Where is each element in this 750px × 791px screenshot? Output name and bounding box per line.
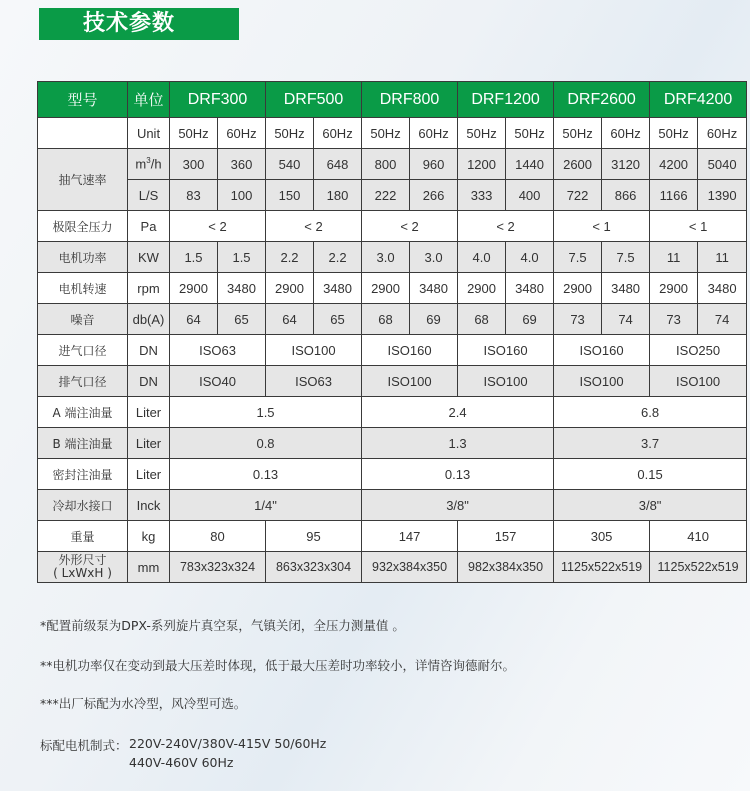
value-cell: 147: [362, 521, 458, 552]
value-cell: 3120: [602, 149, 650, 180]
value-cell: 540: [266, 149, 314, 180]
value-cell: 2900: [362, 273, 410, 304]
table-row-weight: [38, 521, 747, 552]
value-cell: 2.2: [314, 242, 362, 273]
unit-cell: [128, 149, 170, 180]
note-3: ***出厂标配为水冷型，风冷型可选。: [40, 696, 247, 711]
value-cell: 1390: [698, 180, 747, 211]
value-cell: 3480: [602, 273, 650, 304]
value-cell: 3480: [698, 273, 747, 304]
value-cell: 222: [362, 180, 410, 211]
table-row-motor-power: [38, 242, 747, 273]
value-cell: 11: [698, 242, 747, 273]
value-cell: 3/8": [554, 490, 747, 521]
row-label: 进气口径: [38, 335, 128, 366]
table-row-outlet: [38, 366, 747, 397]
section-title: 技术参数: [39, 8, 239, 40]
value-cell: 1125x522x519: [650, 552, 747, 583]
table-row-inlet: [38, 335, 747, 366]
value-cell: ISO100: [554, 366, 650, 397]
value-cell: 100: [218, 180, 266, 211]
value-cell: ISO100: [362, 366, 458, 397]
value-cell: 2900: [554, 273, 602, 304]
header-model: DRF800: [362, 82, 458, 118]
value-cell: 80: [170, 521, 266, 552]
unit-cell: kg: [128, 521, 170, 552]
row-label: B 端注油量: [38, 428, 128, 459]
value-cell: < 2: [458, 211, 554, 242]
value-cell: 4.0: [458, 242, 506, 273]
header-model: DRF1200: [458, 82, 554, 118]
freq-cell: 50Hz: [554, 118, 602, 149]
value-cell: 69: [410, 304, 458, 335]
value-cell: 3/8": [362, 490, 554, 521]
value-cell: 150: [266, 180, 314, 211]
value-cell: 3.7: [554, 428, 747, 459]
freq-cell: 50Hz: [650, 118, 698, 149]
value-cell: 7.5: [554, 242, 602, 273]
value-cell: ISO250: [650, 335, 747, 366]
value-cell: 73: [554, 304, 602, 335]
unit-text: /h: [150, 156, 162, 172]
unit-cell: Liter: [128, 397, 170, 428]
value-cell: 68: [362, 304, 410, 335]
unit-cell: DN: [128, 335, 170, 366]
header-model: DRF2600: [554, 82, 650, 118]
header-type: 型号: [38, 82, 128, 118]
value-cell: 783x323x324: [170, 552, 266, 583]
value-cell: 3480: [314, 273, 362, 304]
spec-table: [37, 81, 747, 583]
value-cell: 2900: [170, 273, 218, 304]
unit-cell: KW: [128, 242, 170, 273]
row-label-line: ( LxWxH ): [53, 566, 112, 580]
value-cell: 95: [266, 521, 362, 552]
value-cell: 648: [314, 149, 362, 180]
header-model: DRF300: [170, 82, 266, 118]
value-cell: < 2: [170, 211, 266, 242]
value-cell: 0.15: [554, 459, 747, 490]
note-2: **电机功率仅在变动到最大压差时体现，低于最大压差时功率较小，详情咨询德耐尔。: [40, 658, 516, 673]
table-row-cooling: [38, 490, 747, 521]
value-cell: ISO160: [554, 335, 650, 366]
value-cell: 333: [458, 180, 506, 211]
value-cell: ISO160: [362, 335, 458, 366]
freq-cell: 50Hz: [362, 118, 410, 149]
unit-cell: db(A): [128, 304, 170, 335]
freq-cell: 60Hz: [314, 118, 362, 149]
value-cell: < 1: [554, 211, 650, 242]
freq-cell: 50Hz: [170, 118, 218, 149]
header-unit: 单位: [128, 82, 170, 118]
header-model: DRF500: [266, 82, 362, 118]
value-cell: < 2: [266, 211, 362, 242]
unit-cell: L/S: [128, 180, 170, 211]
unit-cell: Unit: [128, 118, 170, 149]
row-label: 抽气速率: [38, 149, 128, 211]
row-label: 极限全压力: [38, 211, 128, 242]
value-cell: 400: [506, 180, 554, 211]
value-cell: 7.5: [602, 242, 650, 273]
value-cell: 0.8: [170, 428, 362, 459]
value-cell: 1.5: [170, 397, 362, 428]
value-cell: 266: [410, 180, 458, 211]
unit-superscript: 3: [146, 156, 151, 166]
value-cell: 800: [362, 149, 410, 180]
table-row-oil-a: [38, 397, 747, 428]
table-row-dimensions: [38, 552, 747, 583]
row-label: [38, 552, 128, 583]
value-cell: 73: [650, 304, 698, 335]
row-label: 密封注油量: [38, 459, 128, 490]
value-cell: ISO100: [650, 366, 747, 397]
row-label: 噪音: [38, 304, 128, 335]
table-row-oil-seal: [38, 459, 747, 490]
value-cell: 64: [170, 304, 218, 335]
value-cell: 1.5: [218, 242, 266, 273]
row-label: 重量: [38, 521, 128, 552]
row-label: 冷却水接口: [38, 490, 128, 521]
value-cell: 65: [218, 304, 266, 335]
value-cell: 1166: [650, 180, 698, 211]
freq-cell: 60Hz: [218, 118, 266, 149]
value-cell: ISO160: [458, 335, 554, 366]
value-cell: 0.13: [170, 459, 362, 490]
unit-text: m: [135, 156, 147, 172]
value-cell: 69: [506, 304, 554, 335]
value-cell: 866: [602, 180, 650, 211]
value-cell: 74: [602, 304, 650, 335]
table-row-oil-b: [38, 428, 747, 459]
value-cell: 3.0: [362, 242, 410, 273]
motor-spec-label: 标配电机制式：: [40, 738, 128, 753]
value-cell: 1.3: [362, 428, 554, 459]
header-model: DRF4200: [650, 82, 747, 118]
table-row-pumping-speed-m3h: [38, 149, 747, 180]
unit-cell: Inck: [128, 490, 170, 521]
freq-cell: 50Hz: [458, 118, 506, 149]
table-row-noise: [38, 304, 747, 335]
value-cell: 960: [410, 149, 458, 180]
value-cell: ISO100: [266, 335, 362, 366]
row-label: 电机功率: [38, 242, 128, 273]
freq-cell: 60Hz: [698, 118, 747, 149]
note-1: *配置前级泵为DPX-系列旋片真空泵，气镇关闭，全压力测量值 。: [40, 618, 405, 633]
value-cell: 83: [170, 180, 218, 211]
value-cell: 157: [458, 521, 554, 552]
value-cell: 305: [554, 521, 650, 552]
value-cell: 300: [170, 149, 218, 180]
row-label: 排气口径: [38, 366, 128, 397]
value-cell: 180: [314, 180, 362, 211]
freq-cell: 60Hz: [410, 118, 458, 149]
value-cell: 64: [266, 304, 314, 335]
value-cell: 1/4": [170, 490, 362, 521]
table-row-ultimate-pressure: [38, 211, 747, 242]
value-cell: 3.0: [410, 242, 458, 273]
value-cell: 68: [458, 304, 506, 335]
value-cell: 2.2: [266, 242, 314, 273]
unit-cell: mm: [128, 552, 170, 583]
value-cell: 3480: [410, 273, 458, 304]
unit-cell: DN: [128, 366, 170, 397]
row-label-line: 外形尺寸: [58, 553, 107, 567]
table-row-pumping-speed-ls: [38, 180, 747, 211]
row-label: A 端注油量: [38, 397, 128, 428]
value-cell: 1440: [506, 149, 554, 180]
value-cell: 360: [218, 149, 266, 180]
value-cell: 6.8: [554, 397, 747, 428]
value-cell: 0.13: [362, 459, 554, 490]
value-cell: 1.5: [170, 242, 218, 273]
empty-cell: [38, 118, 128, 149]
value-cell: 982x384x350: [458, 552, 554, 583]
freq-cell: 50Hz: [266, 118, 314, 149]
value-cell: 932x384x350: [362, 552, 458, 583]
value-cell: 4.0: [506, 242, 554, 273]
value-cell: < 1: [650, 211, 747, 242]
value-cell: 2.4: [362, 397, 554, 428]
freq-cell: 50Hz: [506, 118, 554, 149]
motor-spec-line-2: 440V-460V 60Hz: [129, 755, 234, 770]
unit-cell: Liter: [128, 459, 170, 490]
value-cell: 410: [650, 521, 747, 552]
value-cell: ISO100: [458, 366, 554, 397]
value-cell: 2600: [554, 149, 602, 180]
value-cell: < 2: [362, 211, 458, 242]
header-row: [38, 82, 747, 118]
unit-cell: rpm: [128, 273, 170, 304]
value-cell: 2900: [458, 273, 506, 304]
value-cell: 863x323x304: [266, 552, 362, 583]
value-cell: 1125x522x519: [554, 552, 650, 583]
value-cell: 5040: [698, 149, 747, 180]
value-cell: 2900: [650, 273, 698, 304]
freq-cell: 60Hz: [602, 118, 650, 149]
value-cell: 74: [698, 304, 747, 335]
motor-spec-line-1: 220V-240V/380V-415V 50/60Hz: [129, 736, 327, 751]
row-label: 电机转速: [38, 273, 128, 304]
unit-cell: Pa: [128, 211, 170, 242]
value-cell: 722: [554, 180, 602, 211]
table-row-motor-speed: [38, 273, 747, 304]
value-cell: ISO63: [266, 366, 362, 397]
value-cell: 3480: [218, 273, 266, 304]
value-cell: 2900: [266, 273, 314, 304]
value-cell: 1200: [458, 149, 506, 180]
value-cell: 3480: [506, 273, 554, 304]
value-cell: 65: [314, 304, 362, 335]
value-cell: 4200: [650, 149, 698, 180]
value-cell: 11: [650, 242, 698, 273]
value-cell: ISO40: [170, 366, 266, 397]
table-row-frequency: [38, 118, 747, 149]
value-cell: ISO63: [170, 335, 266, 366]
unit-cell: Liter: [128, 428, 170, 459]
